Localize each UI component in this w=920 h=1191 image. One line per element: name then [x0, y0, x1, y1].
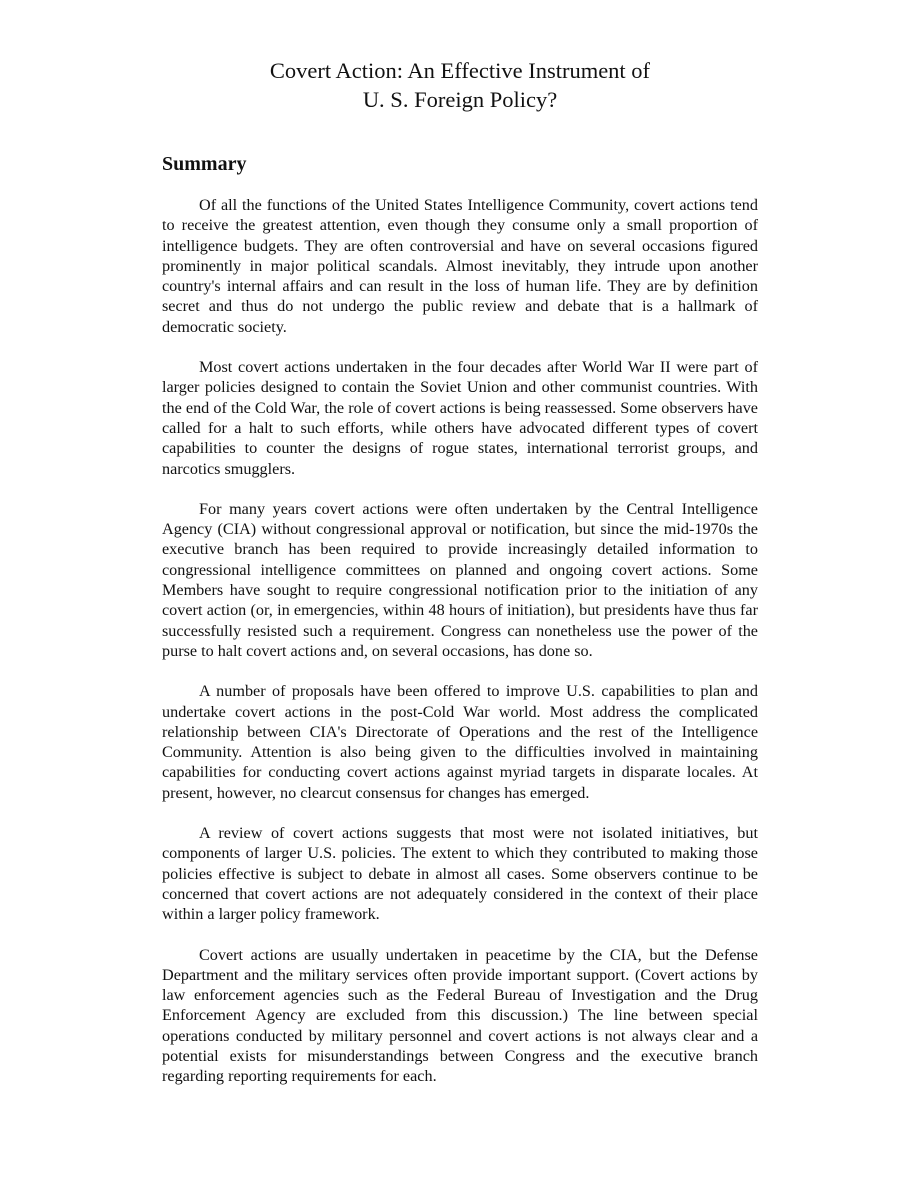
title-line-2: U. S. Foreign Policy? — [362, 87, 558, 112]
paragraph-4: A number of proposals have been offered to improve U.S. capabilities to plan and undertake covert actions in the post-Cold War world. Most address the complicated relationship between CIA's Directorate of Operations and the rest of the Intelligence Community. Attention is also being given to the difficulties involved in maintaining capabilities for conducting covert actions against myriad targets in disparate locales. At present, however, no clearcut consensus for changes has emerged. — [162, 682, 758, 802]
title-line-1: Covert Action: An Effective Instrument of — [269, 58, 651, 83]
paragraph-5: A review of covert actions suggests that most were not isolated initiatives, but components of larger U.S. policies. The extent to which they contributed to making those policies effective is subject to debate in almost all cases. Some observers continue to be concerned that covert actions are not adequately considered in the context of their place within a larger policy framework. — [162, 824, 758, 924]
paragraph-1: Of all the functions of the United States Intelligence Community, covert actions tend to receive the greatest attention, even though they consume only a small proportion of intelligence budgets. They are often controversial and have on several occasions figured prominently in major political scandals. Almost inevitably, they intrude upon another country's internal affairs and can result in the loss of human life. They are by definition secret and thus do not undergo the public review and debate that is a hallmark of democratic society. — [162, 196, 758, 336]
document-title — [0, 56, 920, 114]
paragraph-6: Covert actions are usually undertaken in peacetime by the CIA, but the Defense Department and the military services often provide important support. (Covert actions by law enforcement agencies such as the Federal Bureau of Investigation and the Drug Enforcement Agency are excluded from this discussion.) The line between special operations conducted by military personnel and covert actions is not always clear and a potential exists for misunderstandings between Congress and the executive branch regarding reporting requirements for each. — [162, 945, 758, 1086]
summary-body — [162, 195, 758, 1107]
paragraph-3: For many years covert actions were often undertaken by the Central Intelligence Agency (CIA) without congressional approval or notification, but since the mid-1970s the executive branch has been required to provide increasingly detailed information to congressional intelligence committees on planned and ongoing covert actions. Some Members have sought to require congressional notification prior to the initiation of any covert action (or, in emergencies, within 48 hours of initiation), but presidents have thus far successfully resisted such a requirement. Congress can nonetheless use the power of the purse to halt covert actions and, on several occasions, has done so. — [162, 499, 758, 660]
section-heading-summary: Summary — [162, 153, 247, 175]
paragraph-2: Most covert actions undertaken in the four decades after World War II were part of larger policies designed to contain the Soviet Union and other communist countries. With the end of the Cold War, the role of covert actions is being reassessed. Some observers have called for a halt to such efforts, while others have advocated different types of covert capabilities to counter the designs of rogue states, international terrorist groups, and narcotics smugglers. — [162, 358, 758, 478]
